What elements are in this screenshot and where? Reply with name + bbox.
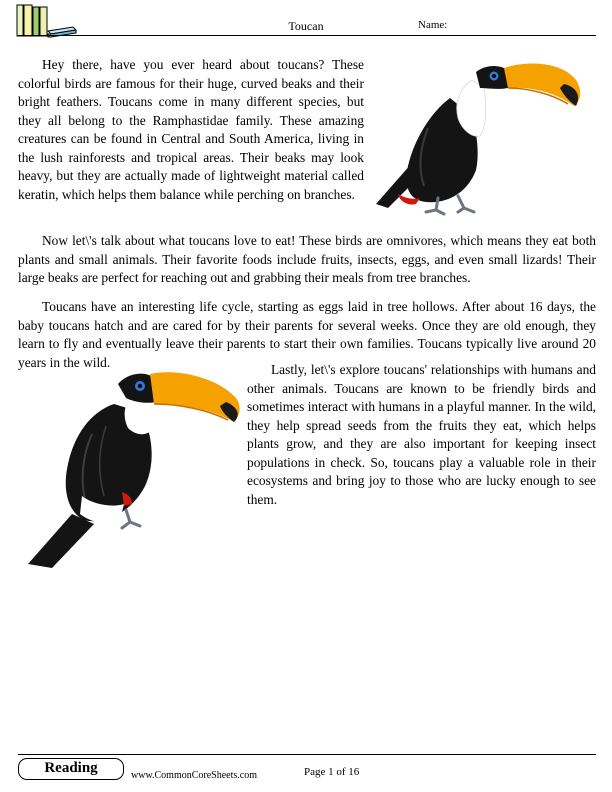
page-title: Toucan (288, 19, 324, 33)
paragraph-life-cycle: Toucans have an interesting life cycle, starting as eggs laid in tree hollows. After about 16 days, the baby toucans hatch and are cared for by their parents for several weeks. Once they are old enough, they learn to fly and eventually leave their parents to start their own families. Toucans typically live around 20 years in the wild. (18, 299, 596, 370)
footer-rule (18, 754, 596, 755)
reading-badge: Reading (18, 758, 124, 780)
toucan-portrait-image (22, 364, 244, 570)
paragraph-relationships: Lastly, let\'s explore toucans' relationships with humans and other animals. Toucans are known to be friendly birds and sometimes interact with humans in a playful manner. In the wild, they help spread seeds from the fruits they eat, which helps plants grow, and they are also important for keeping insect populations in check. So, toucans play a valuable role in their ecosystems and bring joy to those who are lucky enough to see them. (247, 362, 596, 507)
paragraph-intro: Hey there, have you ever heard about toucans? These colorful birds are famous for their huge, curved beaks and their bright feathers. Toucans come in many different species, but they all belong to the Ramphastidae family. These amazing creatures can be found in Central and South America, living in the lush rainforests and tropical areas. Their beaks may look heavy, but they are actually made of lightweight material called keratin, which helps them balance while perching on branches. (18, 57, 364, 202)
toucan-perched-image (368, 58, 590, 218)
header-rule (18, 35, 596, 36)
website-link[interactable]: www.CommonCoreSheets.com (131, 770, 258, 781)
page-number: Page 1 of 16 (304, 766, 360, 778)
name-label: Name: (418, 19, 448, 31)
paragraph-diet: Now let\'s talk about what toucans love to eat! These birds are omnivores, which means they eat both plants and small animals. Their favorite foods include fruits, insects, eggs, and even small lizards! Their large beaks are perfect for reaching out and grabbing their meals from tree branches. (18, 233, 596, 285)
